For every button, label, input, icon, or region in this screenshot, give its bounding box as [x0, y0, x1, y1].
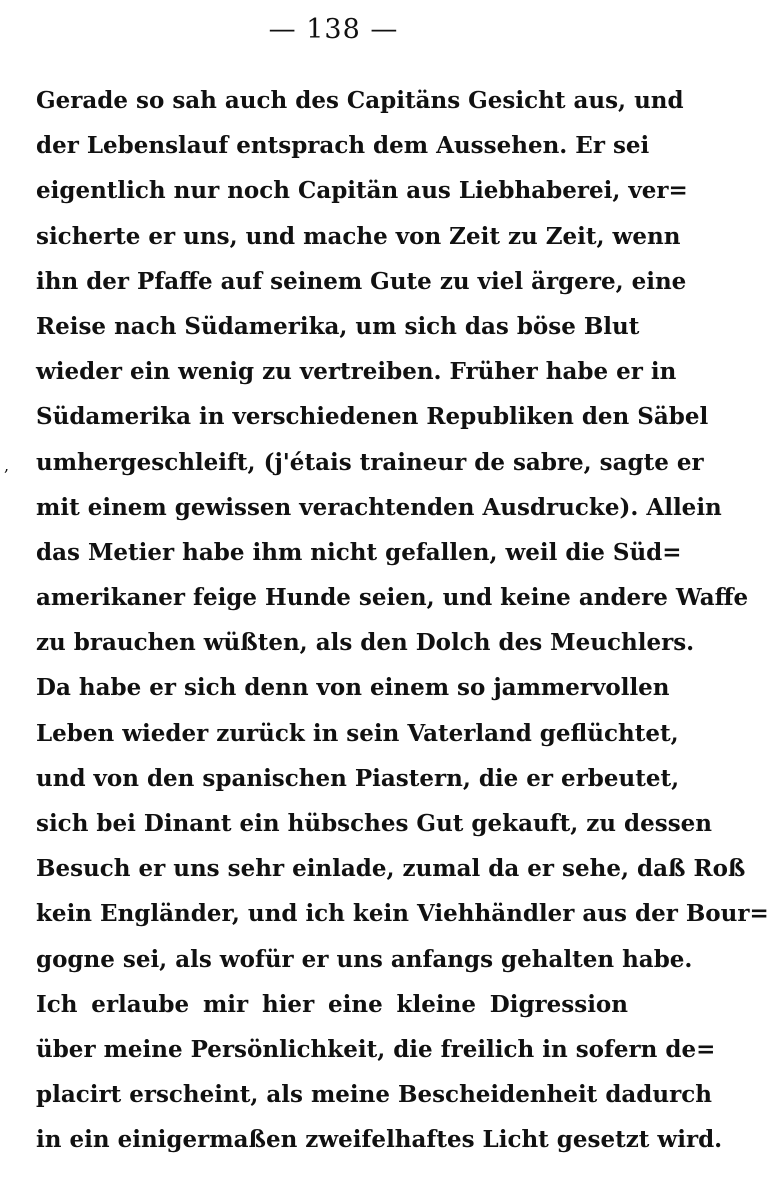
body-text — [36, 78, 769, 1163]
text-line: das Metier habe ihm nicht gefallen, weil die Süd= — [36, 538, 682, 566]
text-line: und von den spanischen Piastern, die er erbeutet, — [36, 764, 680, 792]
text-line: zu brauchen wüßten, als den Dolch des Meuchlers. — [36, 629, 695, 657]
text-line: sich bei Dinant ein hübsches Gut gekauft, zu dessen — [36, 810, 712, 837]
text-line: placirt erscheint, als meine Bescheidenheit dadurch — [36, 1081, 712, 1109]
text-line: ihn der Pfaffe auf seinem Gute zu viel ärgere, eine — [36, 267, 687, 295]
text-line: mit einem gewissen verachtenden Ausdrucke). Allein — [36, 493, 722, 521]
text-line: kein Engländer, und ich kein Viehhändler aus der Bour= — [36, 900, 769, 928]
paragraph-2 — [36, 982, 723, 1163]
text-line: sicherte er uns, und mache von Zeit zu Zeit, wenn — [36, 222, 681, 250]
margin-mark: , — [4, 456, 10, 475]
text-line: Ich erlaube mir hier eine kleine Digression — [36, 990, 628, 1018]
text-line: umhergeschleift, (j'étais traineur de sabre, sagte er — [36, 448, 704, 476]
text-line: eigentlich nur noch Capitän aus Liebhaberei, ver= — [36, 177, 688, 205]
text-line: über meine Persönlichkeit, die freilich in sofern de= — [36, 1035, 716, 1063]
text-line: Gerade so sah auch des Capitäns Gesicht aus, und — [36, 87, 684, 114]
text-line: gogne sei, als wofür er uns anfangs gehalten habe. — [36, 945, 693, 973]
text-line: Besuch er uns sehr einlade, zumal da er sehe, daß Roß — [36, 855, 746, 883]
text-line: amerikaner feige Hunde seien, und keine andere Waffe — [36, 584, 749, 612]
text-line: Südamerika in verschiedenen Republiken den Säbel — [36, 403, 709, 431]
text-line: Reise nach Südamerika, um sich das böse Blut — [36, 312, 640, 340]
text-line: wieder ein wenig zu vertreiben. Früher habe er in — [36, 358, 677, 386]
text-line: der Lebenslauf entsprach dem Aussehen. Er sei — [36, 132, 650, 160]
page-number: — 138 — — [268, 14, 399, 45]
paragraph-1 — [36, 78, 769, 982]
text-line: in ein einigermaßen zweifelhaftes Licht gesetzt wird. — [36, 1126, 723, 1154]
text-line: Da habe er sich denn von einem so jammervollen — [36, 674, 670, 702]
text-line: Leben wieder zurück in sein Vaterland geflüchtet, — [36, 719, 679, 747]
